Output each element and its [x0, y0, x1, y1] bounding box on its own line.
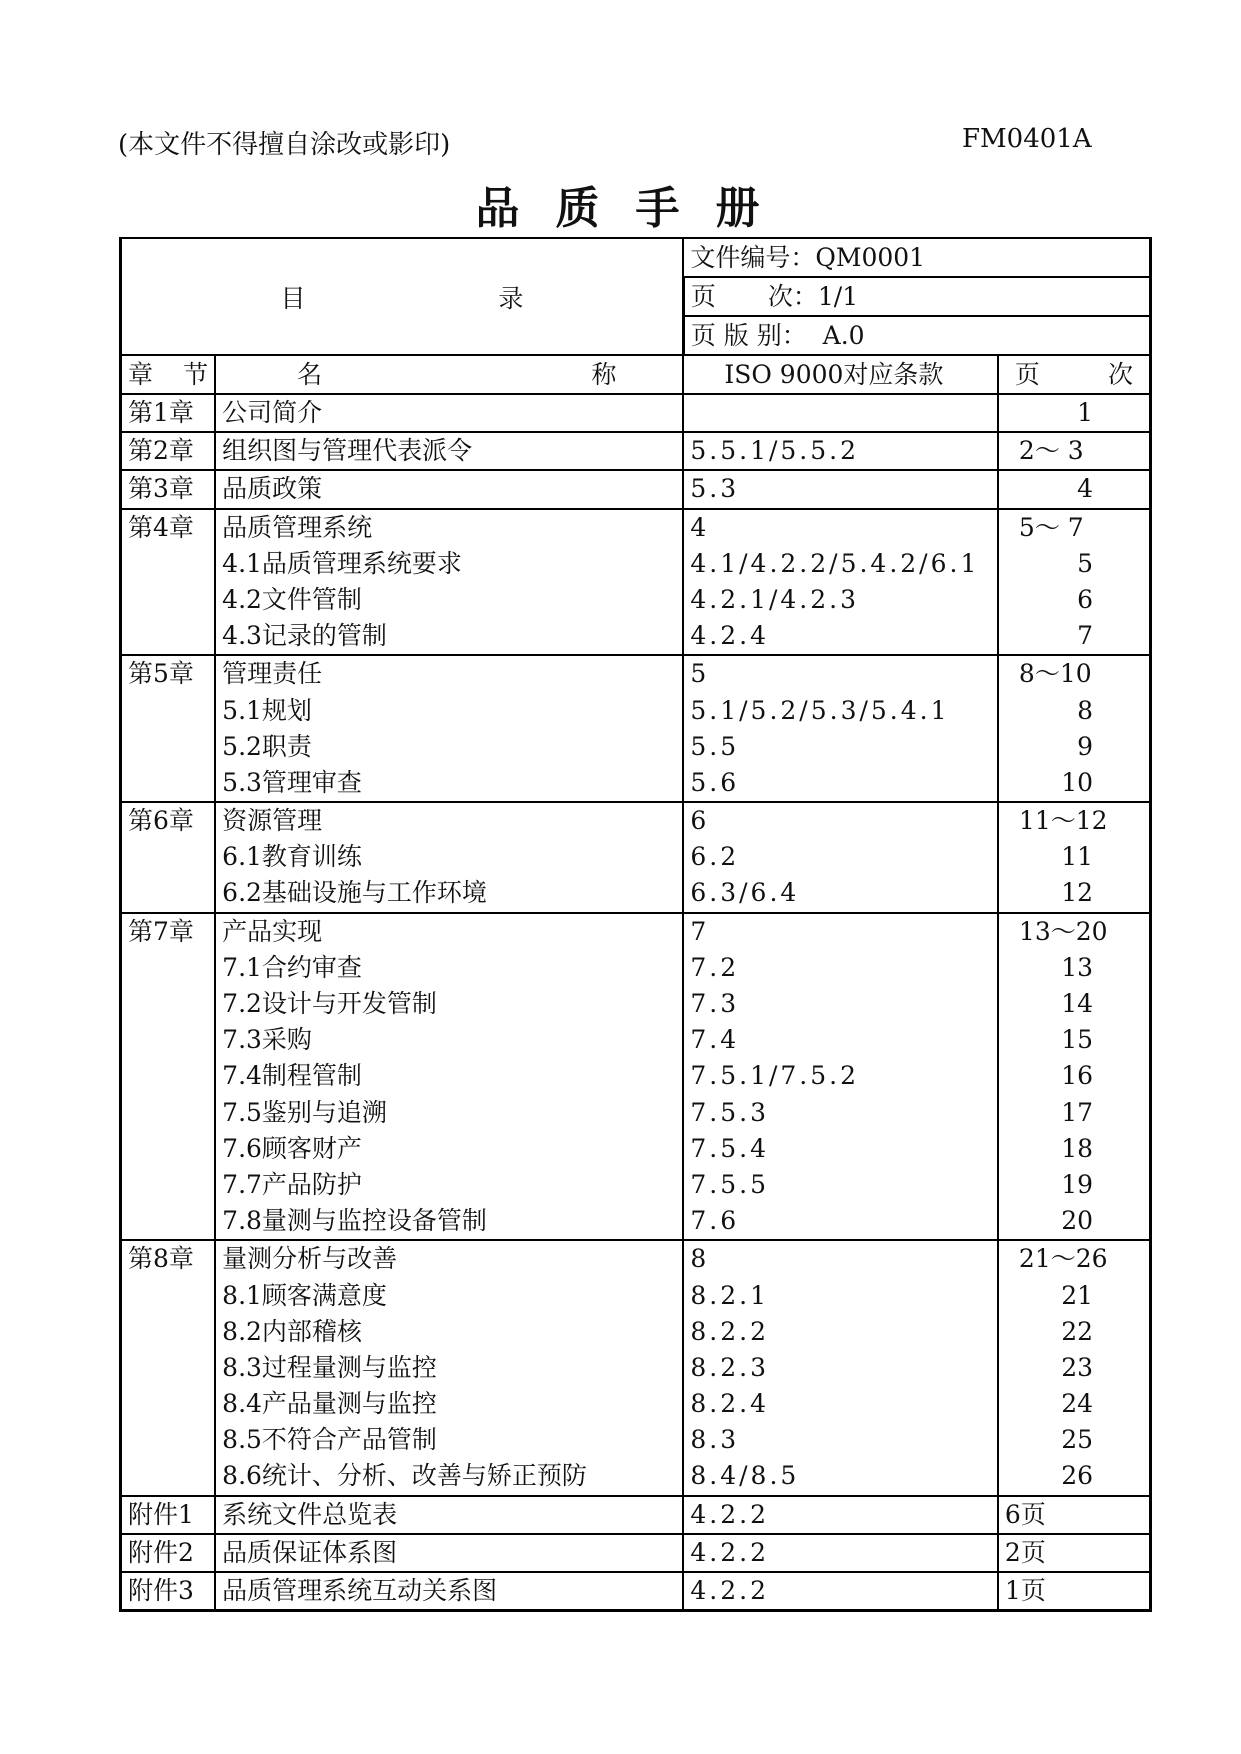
- iso-cell: [683, 1240, 998, 1495]
- page-cell-line: 6页: [1004, 1499, 1046, 1529]
- chapter-cell-line: 第8章: [128, 1244, 194, 1274]
- iso-cell-line: 8.2.4: [690, 1389, 769, 1419]
- name-cell-line: 7.3采购: [222, 1025, 312, 1055]
- name-cell-line: 7.2设计与开发管制: [222, 989, 437, 1018]
- iso-cell: [683, 509, 998, 656]
- chapter-cell: [121, 1572, 216, 1611]
- page-cell-line: 17: [1061, 1097, 1093, 1127]
- page-cell-line: 20: [1061, 1206, 1093, 1236]
- iso-cell-line: 7.5.1/7.5.2: [690, 1061, 860, 1091]
- page-cell-line: 11: [1061, 842, 1093, 872]
- chapter-cell-line: 第1章: [128, 398, 194, 427]
- chapter-cell: [121, 1534, 216, 1572]
- table-row: [121, 913, 1151, 1241]
- iso-cell-line: 5.6: [690, 767, 740, 797]
- column-header-row: [121, 355, 1151, 394]
- iso-cell-line: 7.2: [690, 952, 740, 982]
- page-count: [683, 277, 1150, 316]
- page-cell: [998, 1572, 1151, 1611]
- page-cell-line: 16: [1061, 1061, 1093, 1091]
- iso-cell-line: 7.6: [690, 1206, 740, 1236]
- iso-cell-line: 4.2.4: [690, 621, 769, 651]
- chapter-cell-line: 第6章: [128, 806, 194, 836]
- page-cell-line: 4: [1077, 474, 1093, 504]
- name-cell-line: 品质管理系统: [222, 512, 373, 542]
- chapter-cell-line: 第5章: [128, 659, 194, 689]
- chapter-cell: [121, 655, 216, 802]
- name-cell-line: 5.3管理审查: [222, 767, 362, 797]
- page-cell-line: 2页: [1004, 1537, 1046, 1567]
- iso-cell-line: 7.3: [690, 989, 740, 1018]
- chapter-cell-line: 附件1: [128, 1499, 194, 1529]
- toc-heading-right: 录: [498, 283, 524, 313]
- name-cell-line: 5.2职责: [222, 731, 312, 761]
- chapter-cell-line: 第7章: [128, 916, 194, 946]
- copy-notice: (本文件不得擅自涂改或影印): [118, 130, 451, 160]
- table-row: [121, 1496, 1151, 1534]
- page-count-value: 次：1/1: [767, 282, 859, 311]
- name-cell-line: 资源管理: [222, 806, 323, 836]
- name-cell-line: 6.2基础设施与工作环境: [222, 878, 487, 908]
- table-row: [121, 1572, 1151, 1611]
- page-count-label: 页: [690, 282, 716, 311]
- column-header-page-a: 页: [1014, 360, 1040, 389]
- name-cell-line: 8.4产品量测与监控: [222, 1389, 437, 1419]
- name-cell: [215, 1534, 683, 1572]
- iso-cell-line: [690, 395, 991, 431]
- name-cell-line: 8.3过程量测与监控: [222, 1352, 437, 1382]
- name-cell: [215, 432, 683, 470]
- iso-cell-line: 5.3: [690, 474, 740, 504]
- column-header-name: [215, 355, 683, 394]
- name-cell-line: 7.6顾客财产: [222, 1133, 362, 1163]
- name-cell-line: 8.6统计、分析、改善与矫正预防: [222, 1461, 587, 1491]
- page-cell: [998, 1240, 1151, 1495]
- table-of-contents: [119, 237, 1152, 1612]
- chapter-cell: [121, 1496, 216, 1534]
- iso-cell-line: 4.2.2: [690, 1537, 769, 1567]
- chapter-cell: [121, 802, 216, 913]
- name-cell: [215, 913, 683, 1241]
- iso-cell: [683, 470, 998, 508]
- iso-cell-line: 8.4/8.5: [690, 1461, 800, 1491]
- column-header-name-b: 称: [591, 360, 617, 389]
- page-cell-line: 11～12: [1018, 806, 1108, 836]
- chapter-cell-line: 第3章: [128, 474, 194, 504]
- page-cell-line: 2～ 3: [1018, 436, 1084, 466]
- name-cell-line: 产品实现: [222, 916, 323, 946]
- page-cell-line: 13～20: [1018, 916, 1108, 946]
- name-cell-line: 8.5不符合产品管制: [222, 1425, 437, 1455]
- form-code: FM0401A: [962, 124, 1092, 154]
- name-cell-line: 7.5鉴别与追溯: [222, 1097, 387, 1127]
- iso-cell: [683, 1572, 998, 1611]
- column-header-page-b: 次: [1107, 360, 1133, 389]
- table-row: [121, 432, 1151, 470]
- chapter-cell-line: 附件3: [128, 1576, 194, 1605]
- column-header-chapter-b: 节: [183, 360, 209, 389]
- iso-cell: [683, 1496, 998, 1534]
- iso-cell-line: 8.2.3: [690, 1352, 769, 1382]
- page-cell-line: 24: [1061, 1389, 1093, 1419]
- page-cell: [998, 655, 1151, 802]
- page-cell: [998, 913, 1151, 1241]
- page-cell-line: 25: [1061, 1425, 1093, 1455]
- iso-cell: [683, 432, 998, 470]
- column-header-chapter: [121, 355, 216, 394]
- edition: 页 版 别： A.0: [683, 316, 1150, 355]
- name-cell: [215, 394, 683, 432]
- iso-cell: [683, 655, 998, 802]
- column-header-iso: ISO 9000对应条款: [683, 355, 998, 394]
- toc-heading-left: 目: [280, 283, 306, 313]
- name-cell-line: 4.2文件管制: [222, 584, 362, 614]
- page-cell: [998, 509, 1151, 656]
- page-cell: [998, 1534, 1151, 1572]
- table-row: [121, 655, 1151, 802]
- iso-cell-line: 6.3/6.4: [690, 878, 800, 908]
- iso-cell-line: 8.3: [690, 1425, 740, 1455]
- iso-cell-line: 6: [690, 806, 710, 836]
- name-cell-line: 品质管理系统互动关系图: [222, 1576, 498, 1605]
- column-header-page: [998, 355, 1151, 394]
- page-cell: [998, 802, 1151, 913]
- name-cell: [215, 509, 683, 656]
- iso-cell-line: 7.4: [690, 1025, 740, 1055]
- column-header-chapter-a: 章: [128, 360, 154, 389]
- iso-cell: [683, 1534, 998, 1572]
- iso-cell-line: 8: [690, 1244, 710, 1274]
- table-row: [121, 470, 1151, 508]
- iso-cell: [683, 802, 998, 913]
- iso-cell-line: 5.1/5.2/5.3/5.4.1: [690, 695, 950, 725]
- iso-cell: [683, 394, 998, 432]
- iso-cell-line: 7.5.3: [690, 1097, 769, 1127]
- page-cell: [998, 1496, 1151, 1534]
- chapter-cell-line: 第2章: [128, 436, 194, 466]
- iso-cell-line: 4: [690, 512, 710, 542]
- name-cell-line: 4.1品质管理系统要求: [222, 548, 462, 578]
- page-cell-line: 26: [1061, 1461, 1093, 1491]
- name-cell-line: 品质保证体系图: [222, 1537, 398, 1567]
- page-cell-line: 6: [1077, 584, 1093, 614]
- page-cell-line: 8: [1077, 695, 1093, 725]
- column-header-name-a: 名: [297, 360, 323, 389]
- iso-cell-line: 4.2.1/4.2.3: [690, 584, 860, 614]
- chapter-cell: [121, 1240, 216, 1495]
- name-cell-line: 7.1合约审查: [222, 952, 362, 982]
- page-cell-line: 21: [1061, 1280, 1093, 1310]
- name-cell-line: 公司简介: [222, 398, 323, 427]
- name-cell-line: 7.8量测与监控设备管制: [222, 1206, 487, 1236]
- page-cell-line: 5～ 7: [1018, 512, 1084, 542]
- iso-cell: [683, 913, 998, 1241]
- name-cell-line: 量测分析与改善: [222, 1244, 398, 1274]
- page-cell-line: 8～10: [1018, 659, 1092, 689]
- iso-cell-line: 8.2.1: [690, 1280, 769, 1310]
- chapter-cell: [121, 394, 216, 432]
- name-cell-line: 组织图与管理代表派令: [222, 436, 473, 466]
- iso-cell-line: 4.2.2: [690, 1499, 769, 1529]
- page-cell: [998, 432, 1151, 470]
- doc-number: 文件编号：QM0001: [683, 238, 1150, 277]
- table-row: [121, 802, 1151, 913]
- page-cell-line: 23: [1061, 1352, 1093, 1382]
- name-cell-line: 7.4制程管制: [222, 1061, 362, 1091]
- iso-cell-line: 8.2.2: [690, 1316, 769, 1346]
- chapter-cell-line: 第4章: [128, 512, 194, 542]
- document-title: 品质手册: [475, 183, 796, 234]
- page-cell-line: 14: [1061, 989, 1093, 1018]
- name-cell-line: 品质政策: [222, 474, 323, 504]
- page-cell-line: 1: [1077, 398, 1093, 427]
- name-cell: [215, 655, 683, 802]
- page-cell-line: 15: [1061, 1025, 1093, 1055]
- iso-cell-line: 7.5.4: [690, 1133, 769, 1163]
- table-row: [121, 394, 1151, 432]
- page-cell-line: 22: [1061, 1316, 1093, 1346]
- iso-cell-line: 5.5.1/5.5.2: [690, 436, 860, 466]
- page-cell-line: 19: [1061, 1169, 1093, 1199]
- name-cell-line: 8.1顾客满意度: [222, 1280, 387, 1310]
- page-cell-line: 9: [1077, 731, 1093, 761]
- name-cell: [215, 1572, 683, 1611]
- table-row: [121, 509, 1151, 656]
- name-cell-line: 8.2内部稽核: [222, 1316, 362, 1346]
- name-cell: [215, 470, 683, 508]
- page-cell-line: 5: [1077, 548, 1093, 578]
- page-cell-line: 1页: [1004, 1576, 1046, 1605]
- toc-heading: [121, 238, 684, 355]
- iso-cell-line: 4.1/4.2.2/5.4.2/6.1: [690, 548, 980, 578]
- iso-cell-line: 7.5.5: [690, 1169, 769, 1199]
- name-cell-line: 管理责任: [222, 659, 323, 689]
- table-row: [121, 1534, 1151, 1572]
- chapter-cell: [121, 913, 216, 1241]
- iso-cell-line: 6.2: [690, 842, 740, 872]
- page-cell-line: 21～26: [1018, 1244, 1108, 1274]
- iso-cell-line: 4.2.2: [690, 1576, 769, 1605]
- name-cell: [215, 802, 683, 913]
- name-cell-line: 系统文件总览表: [222, 1499, 398, 1529]
- page-cell-line: 13: [1061, 952, 1093, 982]
- page-cell-line: 12: [1061, 878, 1093, 908]
- name-cell: [215, 1240, 683, 1495]
- table-row: [121, 1240, 1151, 1495]
- name-cell-line: 4.3记录的管制: [222, 621, 387, 651]
- chapter-cell: [121, 470, 216, 508]
- chapter-cell: [121, 509, 216, 656]
- chapter-cell: [121, 432, 216, 470]
- name-cell-line: 5.1规划: [222, 695, 312, 725]
- iso-cell-line: 5: [690, 659, 710, 689]
- page-cell-line: 18: [1061, 1133, 1093, 1163]
- name-cell-line: 7.7产品防护: [222, 1169, 362, 1199]
- page-cell-line: 10: [1061, 767, 1093, 797]
- chapter-cell-line: 附件2: [128, 1537, 194, 1567]
- iso-cell-line: 7: [690, 916, 710, 946]
- page-cell: [998, 394, 1151, 432]
- name-cell: [215, 1496, 683, 1534]
- name-cell-line: 6.1教育训练: [222, 842, 362, 872]
- iso-cell-line: 5.5: [690, 731, 740, 761]
- page-cell: [998, 470, 1151, 508]
- page-cell-line: 7: [1077, 621, 1093, 651]
